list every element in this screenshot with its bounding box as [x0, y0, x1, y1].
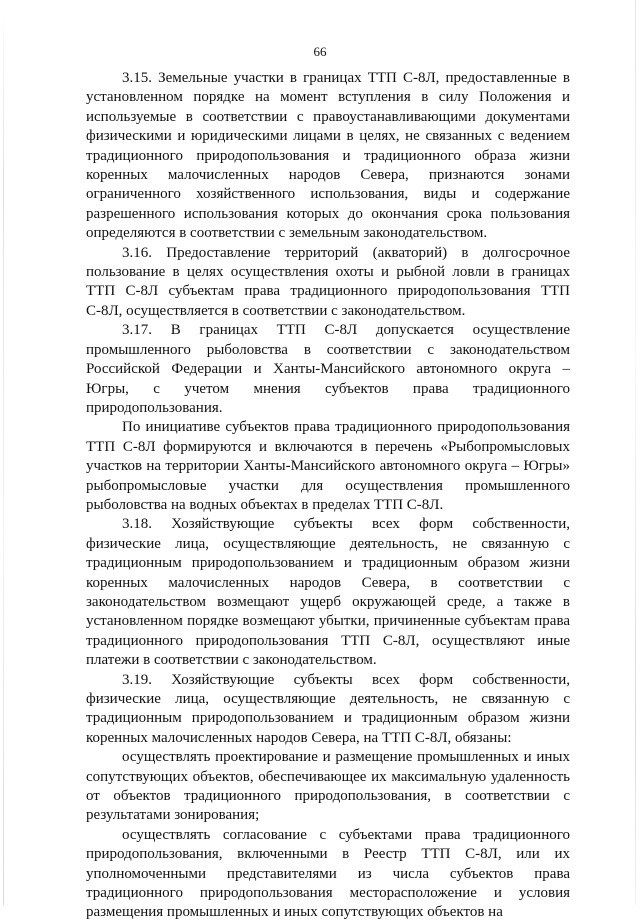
paragraph-3-18: 3.18. Хозяйствующие субъекты всех форм собственности, физические лица, осуществляющие деятельность, не связанную с традиционным природопользованием и традиционным образом жизни коренных малочисленных народов Севера, в соответствии с законодательством возмещают ущерб окружающей среде, а также в установленном порядке возмещают убытки, причиненные субъектам права традиционного природопользования ТТП С-8Л, осуществляют иные платежи в соответствии с законодательством. [86, 516, 570, 669]
paragraph-3-17: 3.17. В границах ТТП С-8Л допускается осуществление промышленного рыболовства в соответствии с законодательством Российской Федерации и Ханты-Мансийского автономного округа – Югры, с учетом мнения субъектов права традиционного природопользования. [86, 322, 570, 416]
document-body [86, 69, 570, 923]
scan-edge-right [635, 0, 636, 905]
scan-edge-left [3, 0, 4, 905]
paragraph-3-15: 3.15. Земельные участки в границах ТТП С-8Л, предоставленные в установленном порядке на момент вступления в силу Положения и используемые в соответствии с правоустанавливающими документами физическими и юридическими лицами в целях, не связанных с ведением традиционного природопользования и традиционного образа жизни коренных малочисленных народов Севера, признаются зонами ограниченного хозяйственного использования, виды и содержание разрешенного использования которых до окончания срока пользования определяются в соответствии с земельным законодательством. [86, 70, 570, 242]
page-number: 66 [313, 44, 327, 59]
paragraph-3-16: 3.16. Предоставление территорий (акваторий) в долгосрочное пользование в целях осуществления охоты и рыбной ловли в границах ТТП С-8Л субъектам права традиционного природопользования ТТП С-8Л, осуществляется в соответствии с законодательством. [86, 244, 570, 319]
paragraph-design-placement: осуществлять проектирование и размещение промышленных и иных сопутствующих объектов, обеспечивающее их максимальную удаленность от объектов традиционного природопользования, в соответствии с результатами зонирования; [86, 749, 570, 824]
paragraph-3-19: 3.19. Хозяйствующие субъекты всех форм собственности, физические лица, осуществляющие деятельность, не связанную с традиционным природопользованием и традиционным образом жизни коренных малочисленных народов Севера, на ТТП С-8Л, обязаны: [86, 671, 570, 746]
paragraph-coordination: осуществлять согласование с субъектами права традиционного природопользования, включенными в Реестр ТТП С-8Л, или их уполномоченными представителями из числа субъектов права традиционного природопользования месторасположение и условия размещения промышленных и иных сопутствующих объектов на [86, 826, 570, 921]
paragraph-fishing-areas: По инициативе субъектов права традиционного природопользования ТТП С-8Л формируются и включаются в перечень «Рыбопромысловых участков на территории Ханты-Мансийского автономного округа – Югры» рыбопромысловые участки для осуществления промышленного рыболовства на водных объектах в пределах ТТП С-8Л. [86, 419, 570, 513]
